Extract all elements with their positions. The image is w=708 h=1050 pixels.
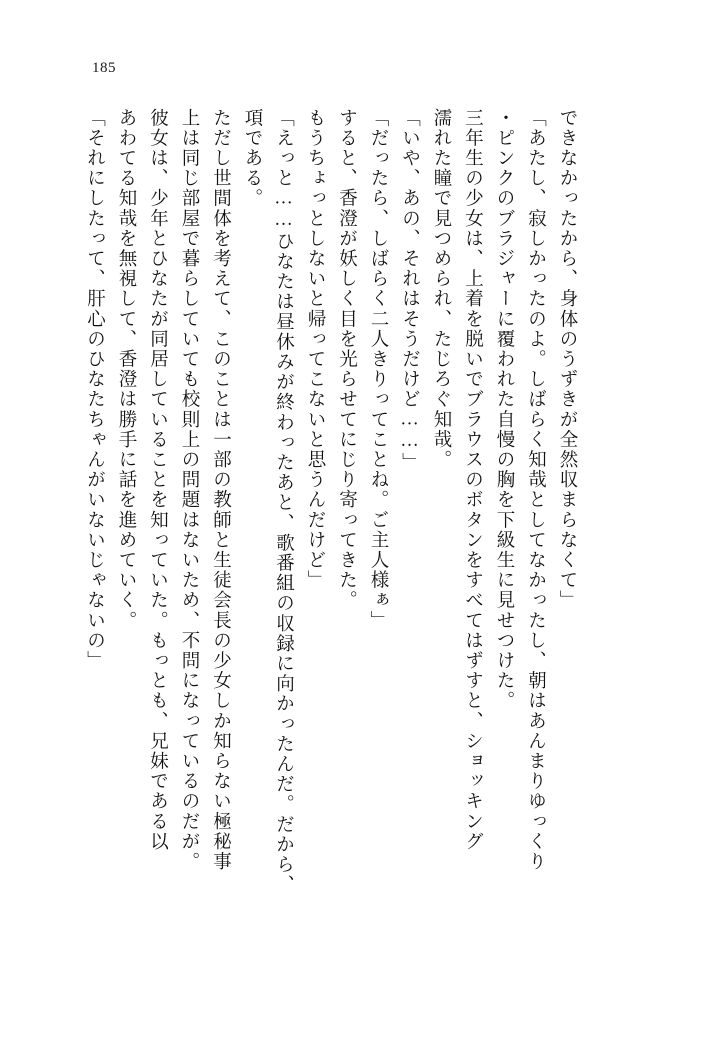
text-line: あわてる知哉を無視して、香澄は勝手に話を進めていく。 <box>116 108 136 631</box>
text-line: ・ピンクのブラジャーに覆われた自慢の胸を下級生に見せつけた。 <box>494 108 514 711</box>
vertical-text-block <box>72 108 642 976</box>
page-number: 185 <box>92 60 116 76</box>
text-line: 「それにしたって、肝心のひなたちゃんがいないじゃないの」 <box>84 108 105 671</box>
text-line: 上は同じ部屋で暮らしていても校則上の問題はないため、不問になっているのだが。 <box>179 108 199 872</box>
text-line: ただし世間体を考えて、このことは一部の教師と生徒会長の少女しか知らない極秘事 <box>210 108 231 872</box>
text-line: 濡れた瞳で見つめられ、たじろぐ知哉。 <box>431 108 451 470</box>
text-line: 「だったら、しばらく二人きりってことね。ご主人様ぁ」 <box>368 108 388 631</box>
text-line: 「いや、あの、それはそうだけど……」 <box>399 108 420 473</box>
text-line: もうちょっとしないと帰ってこないと思うんだけど」 <box>305 108 325 591</box>
text-line: できなかったから、身体のうずきが全然収まらなくて」 <box>557 108 577 611</box>
text-line: 三年生の少女は、上着を脱いでブラウスのボタンをすべてはずすと、ショッキング <box>462 108 483 852</box>
text-line: 項である。 <box>242 108 262 209</box>
text-line: 「えっと……ひなたは昼休みが終わったあと、歌番組の収録に向かったんだ。だから、 <box>273 108 294 895</box>
text-line: 彼女は、少年とひなたが同居していることを知っていた。もっとも、兄妹である以 <box>147 108 168 852</box>
text-line: 「あたし、寂しかったのよ。しばらく知哉としてなかったし、朝はあんまりゆっくり <box>525 108 546 872</box>
text-line: すると、香澄が妖しく目を光らせてにじり寄ってきた。 <box>336 108 357 611</box>
